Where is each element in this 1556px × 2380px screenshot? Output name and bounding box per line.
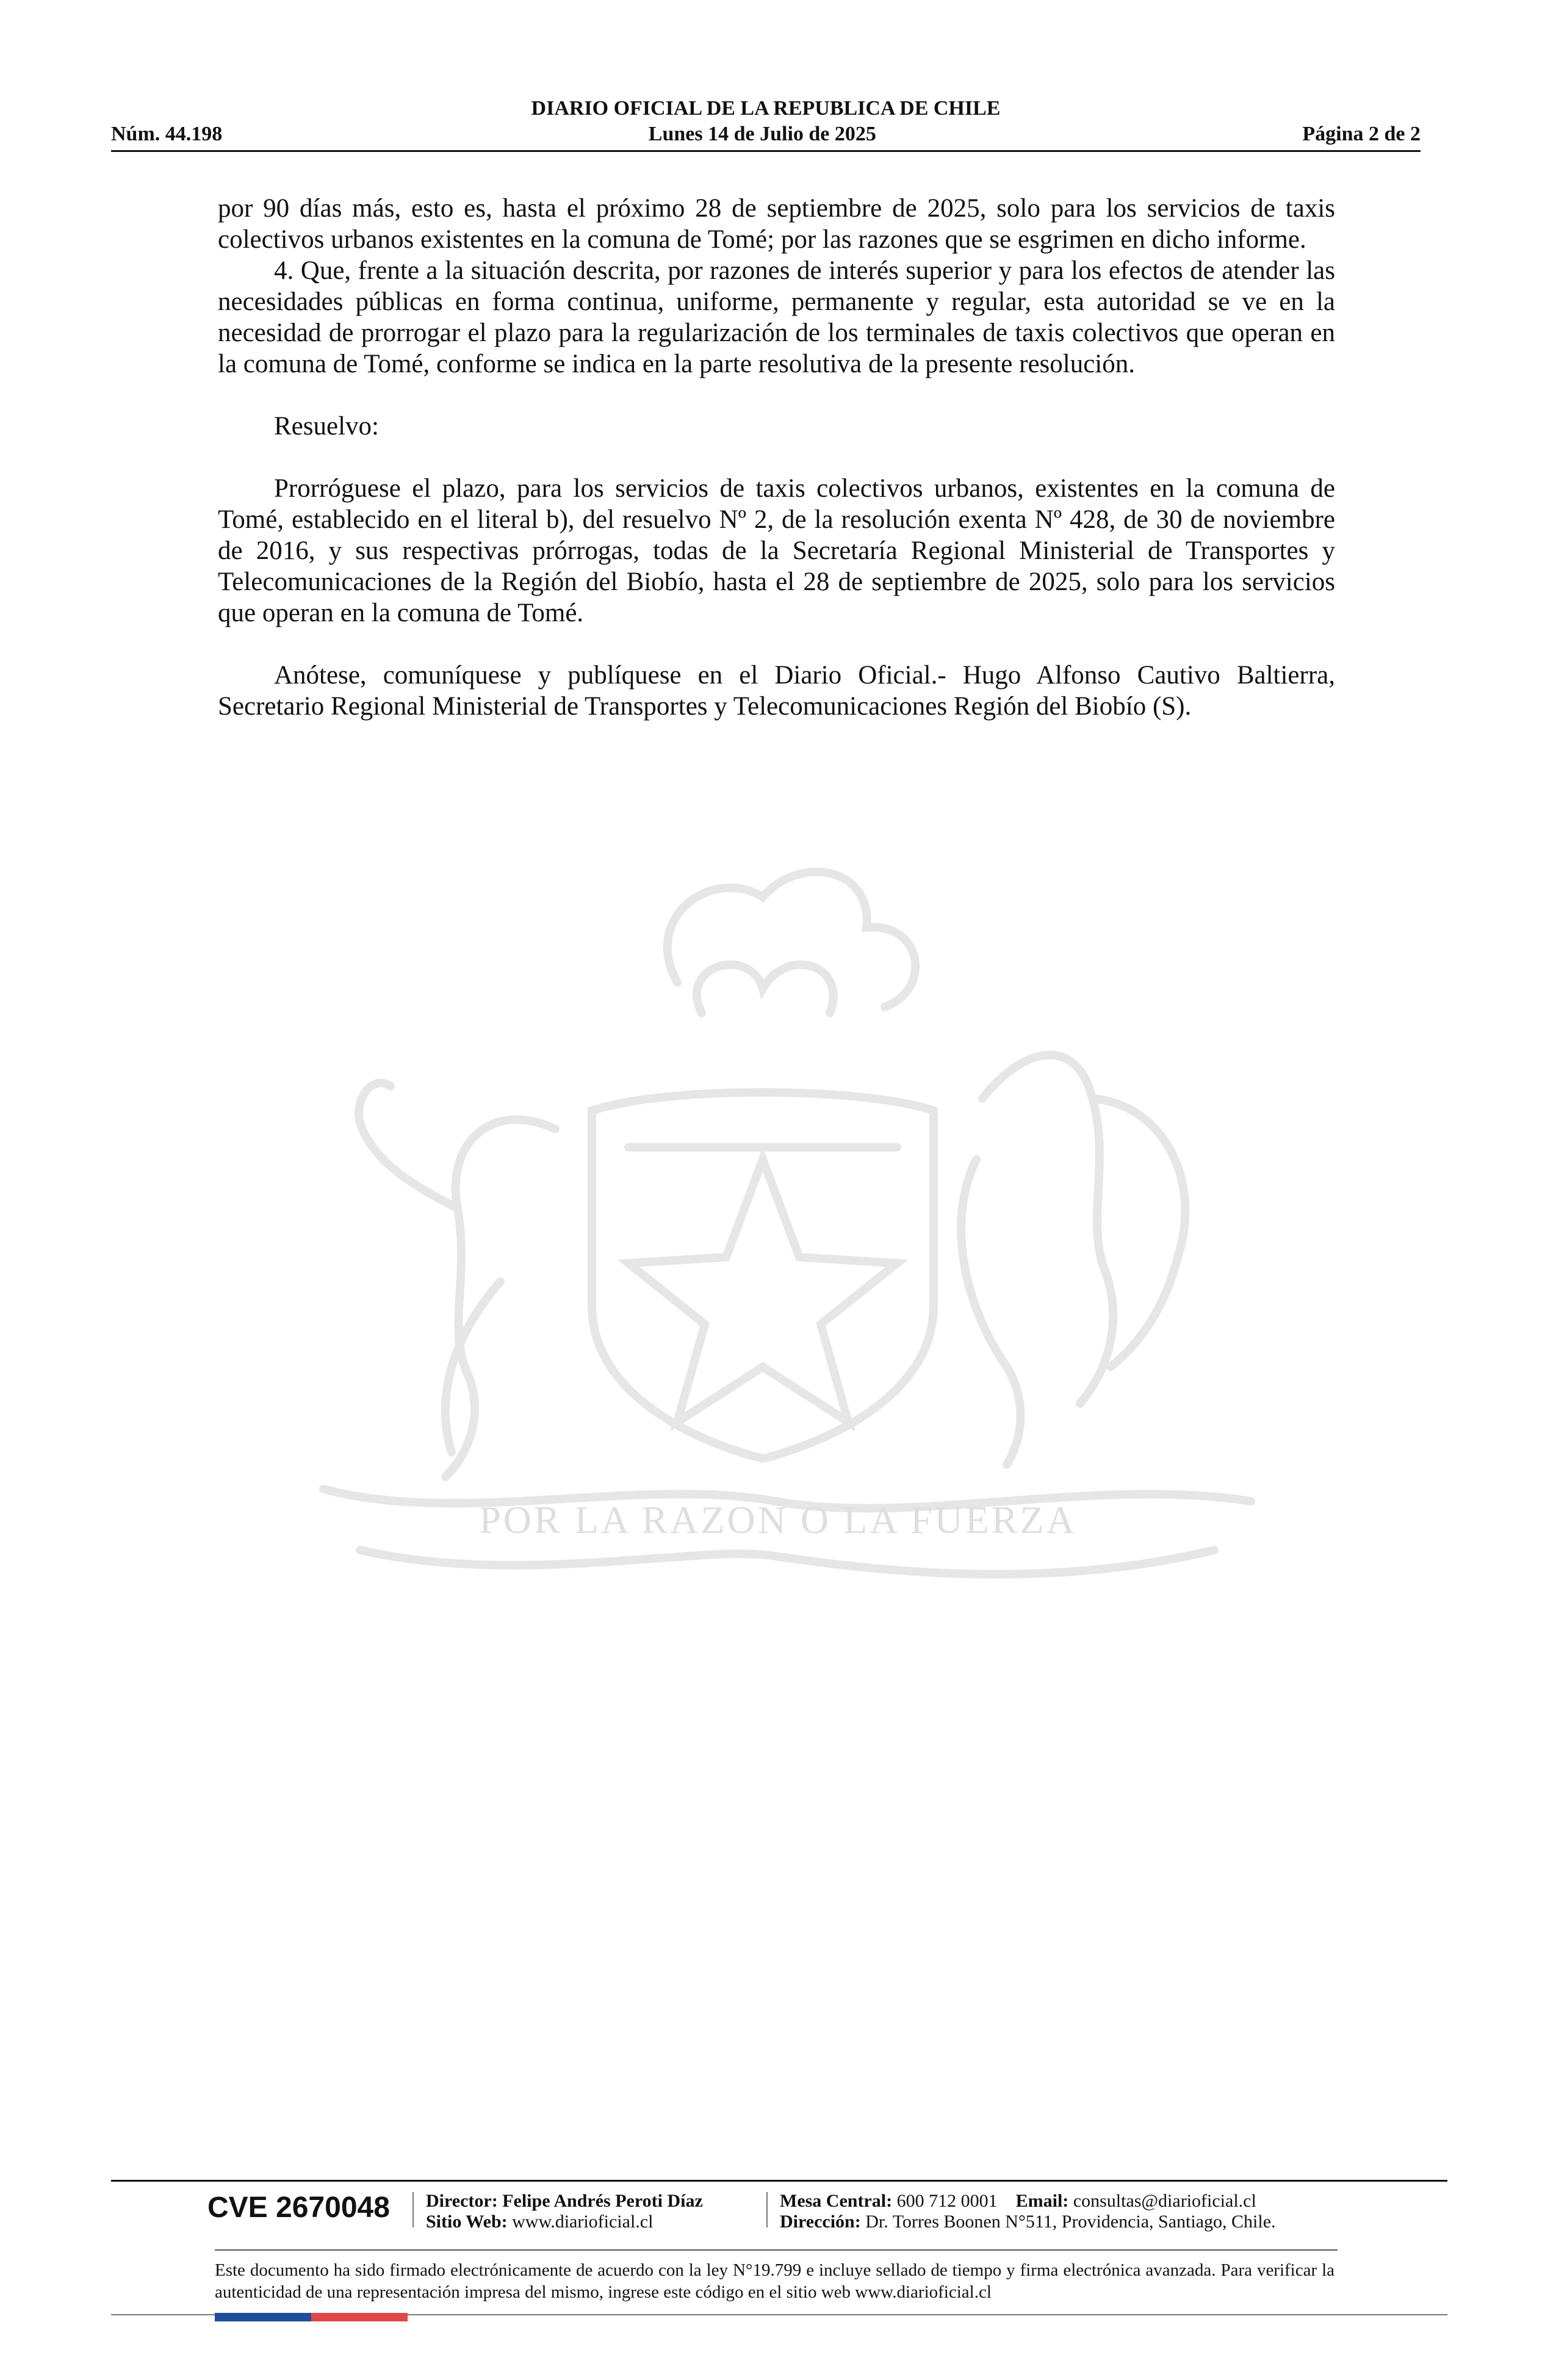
director-name: Felipe Andrés Peroti Díaz (502, 2191, 703, 2211)
footer-director-block (426, 2191, 703, 2232)
resolution-heading: Resuelvo: (274, 412, 379, 441)
director-line (426, 2191, 703, 2212)
footer-top-divider (111, 2180, 1447, 2182)
paragraph-resolution: Prorróguese el plazo, para los servicios de taxis colectivos urbanos, existentes en la comuna de Tomé, establecido en el literal b), del resuelvo Nº 2, de la resolución exenta Nº 428, de 30 de noviembre de 2016, y sus respectivas prórrogas, todas de la Secretaría Regional Ministerial de Transportes y Telecomunicaciones de la Región del Biobío, hasta el 28 de septiembre de 2025, solo para los servicios que operan en la comuna de Tomé. (218, 474, 1335, 627)
contact-line (780, 2191, 1276, 2212)
page-indicator: Página 2 de 2 (1302, 123, 1421, 145)
coat-of-arms-watermark (214, 842, 1342, 1666)
footer-separator (766, 2192, 768, 2227)
paragraph-continuation: por 90 días más, esto es, hasta el próximo 28 de septiembre de 2025, solo para los servicios de taxis colectivos urbanos existentes en la comuna de Tomé; por las razones que se esgrimen en dicho informe. (218, 194, 1335, 254)
email-link[interactable]: consultas@diarioficial.cl (1073, 2191, 1256, 2211)
flag-bar-red (311, 2313, 408, 2321)
footer-mid-divider (215, 2249, 1338, 2251)
email-label: Email: (1015, 2191, 1069, 2211)
website-line (426, 2212, 703, 2232)
address-line (780, 2212, 1276, 2232)
document-body (218, 193, 1335, 722)
signature-disclaimer: Este documento ha sido firmado electrónicamente de acuerdo con la ley N°19.799 e incluye sellado de tiempo y firma electrónica avanzada. Para verificar la autenticidad de una representación impresa del mismo, ingrese este código en el sitio web www.diarioficial.cl (215, 2260, 1334, 2302)
phone-number: 600 712 0001 (896, 2191, 998, 2211)
seal-motto: POR LA RAZON O LA FUERZA (479, 1498, 1077, 1542)
flag-bar-blue (215, 2313, 311, 2321)
director-label: Director: (426, 2191, 498, 2211)
header-row (111, 121, 1421, 148)
cve-code: CVE 2670048 (207, 2191, 390, 2224)
issue-date: Lunes 14 de Julio de 2025 (648, 123, 876, 145)
address-label: Dirección: (780, 2212, 861, 2232)
address-text: Dr. Torres Boonen N°511, Providencia, Santiago, Chile. (865, 2212, 1276, 2232)
newspaper-title: DIARIO OFICIAL DE LA REPUBLICA DE CHILE (531, 97, 1001, 120)
footer-separator (412, 2192, 414, 2227)
flag-color-bar (215, 2313, 408, 2321)
footer-contact-block (780, 2191, 1276, 2232)
issue-number: Núm. 44.198 (111, 123, 223, 145)
website-label: Sitio Web: (426, 2212, 508, 2232)
paragraph-signature: Anótese, comuníquese y publíquese en el Diario Oficial.- Hugo Alfonso Cautivo Baltierra, Secretario Regional Ministerial de Transportes y Telecomunicaciones Región del Biobío (S). (218, 661, 1335, 721)
page-header (111, 96, 1421, 152)
website-link[interactable]: www.diarioficial.cl (512, 2212, 654, 2232)
paragraph-point-4: 4. Que, frente a la situación descrita, por razones de interés superior y para los efectos de atender las necesidades públicas en forma continua, uniforme, permanente y regular, esta autoridad se ve en la necesidad de prorrogar el plazo para la regularización de los terminales de taxis colectivos que operan en la comuna de Tomé, conforme se indica en la parte resolutiva de la presente resolución. (218, 256, 1335, 378)
phone-label: Mesa Central: (780, 2191, 893, 2211)
header-divider (111, 150, 1421, 152)
